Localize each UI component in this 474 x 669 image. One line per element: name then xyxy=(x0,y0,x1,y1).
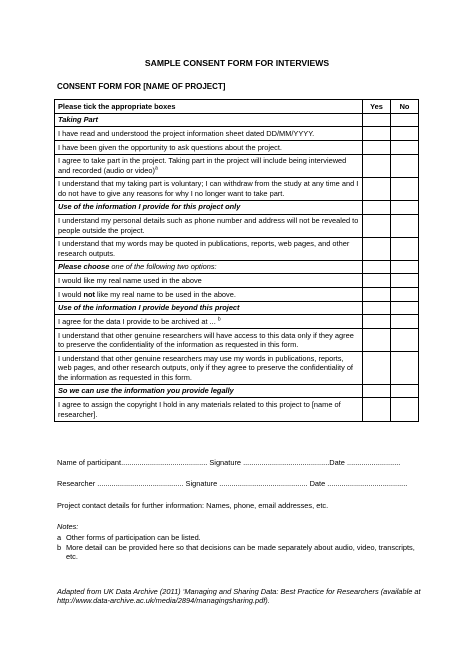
consent-table xyxy=(54,99,419,422)
note-text: More detail can be provided here so that decisions can be made separately about audio, video, transcripts, etc. xyxy=(66,543,415,562)
consent-row xyxy=(55,274,419,288)
consent-statement xyxy=(55,315,363,329)
consent-statement: I understand that my taking part is voluntary; I can withdraw from the study at any time and I do not have to give any reasons for why I no longer want to take part. xyxy=(55,177,363,200)
instruction-header: Please tick the appropriate boxes xyxy=(55,100,363,114)
section-row-use-this-project xyxy=(55,200,419,214)
consent-row xyxy=(55,398,419,421)
no-checkbox[interactable] xyxy=(391,214,419,237)
section-yes-cell xyxy=(363,260,391,274)
consent-row xyxy=(55,237,419,260)
consent-row xyxy=(55,315,419,329)
consent-row xyxy=(55,177,419,200)
no-column-header: No xyxy=(391,100,419,114)
note-marker: b xyxy=(57,543,62,552)
no-checkbox[interactable] xyxy=(391,154,419,177)
consent-statement xyxy=(55,288,363,302)
consent-row xyxy=(55,154,419,177)
consent-row xyxy=(55,352,419,385)
section-label: Use of the information I provide beyond this project xyxy=(55,301,363,315)
consent-statement: I understand that other genuine researchers will have access to this data only if they agree to preserve the confidentiality of the information as requested in this form. xyxy=(55,329,363,352)
note-text: Other forms of participation can be listed. xyxy=(66,533,201,542)
consent-statement xyxy=(55,154,363,177)
yes-checkbox[interactable] xyxy=(363,237,391,260)
yes-column-header: Yes xyxy=(363,100,391,114)
consent-row xyxy=(55,288,419,302)
no-checkbox[interactable] xyxy=(391,315,419,329)
section-no-cell xyxy=(391,113,419,127)
footnote-marker: a xyxy=(154,165,158,172)
consent-statement: I understand that my words may be quoted in publications, reports, web pages, and other research outputs. xyxy=(55,237,363,260)
yes-checkbox[interactable] xyxy=(363,214,391,237)
consent-statement: I agree to assign the copyright I hold in any materials related to this project to [name of researcher]. xyxy=(55,398,363,421)
section-yes-cell xyxy=(363,384,391,398)
section-yes-cell xyxy=(363,200,391,214)
no-checkbox[interactable] xyxy=(391,398,419,421)
consent-statement: I understand my personal details such as phone number and address will not be revealed to people outside the project. xyxy=(55,214,363,237)
section-label: Use of the information I provide for this project only xyxy=(55,200,363,214)
section-label xyxy=(55,260,363,274)
statement-emphasis: not xyxy=(83,289,95,299)
yes-checkbox[interactable] xyxy=(363,398,391,421)
consent-statement: I understand that other genuine researchers may use my words in publications, reports, web pages, and other research outputs, only if they agree to preserve the confidentiality of the information as requested in this form. xyxy=(55,352,363,385)
yes-checkbox[interactable] xyxy=(363,288,391,302)
no-checkbox[interactable] xyxy=(391,329,419,352)
section-row-beyond-project xyxy=(55,301,419,315)
footnote-marker: b xyxy=(217,316,221,323)
consent-row xyxy=(55,214,419,237)
document-title: SAMPLE CONSENT FORM FOR INTERVIEWS xyxy=(144,58,330,68)
consent-statement: I would like my real name used in the above xyxy=(55,274,363,288)
section-row-legal-use xyxy=(55,384,419,398)
note-b xyxy=(57,543,417,562)
yes-checkbox[interactable] xyxy=(363,274,391,288)
section-label: So we can use the information you provide legally xyxy=(55,384,363,398)
section-yes-cell xyxy=(363,113,391,127)
yes-checkbox[interactable] xyxy=(363,329,391,352)
consent-statement: I have been given the opportunity to ask questions about the project. xyxy=(55,140,363,154)
section-no-cell xyxy=(391,200,419,214)
no-checkbox[interactable] xyxy=(391,352,419,385)
statement-pre: I would xyxy=(58,289,84,299)
section-yes-cell xyxy=(363,301,391,315)
notes-label: Notes: xyxy=(57,522,79,531)
researcher-signature-line[interactable]: Researcher .......................................... Signature ........................................... Date ....................................... xyxy=(57,479,408,488)
consent-row xyxy=(55,140,419,154)
section-row-taking-part xyxy=(55,113,419,127)
yes-checkbox[interactable] xyxy=(363,315,391,329)
no-checkbox[interactable] xyxy=(391,237,419,260)
section-no-cell xyxy=(391,301,419,315)
form-subtitle: CONSENT FORM FOR [NAME OF PROJECT] xyxy=(57,82,226,91)
section-no-cell xyxy=(391,384,419,398)
section-no-cell xyxy=(391,260,419,274)
section-row-choose-option xyxy=(55,260,419,274)
section-label: Taking Part xyxy=(55,113,363,127)
yes-checkbox[interactable] xyxy=(363,154,391,177)
yes-checkbox[interactable] xyxy=(363,127,391,141)
no-checkbox[interactable] xyxy=(391,288,419,302)
consent-statement: I have read and understood the project information sheet dated DD/MM/YYYY. xyxy=(55,127,363,141)
note-marker: a xyxy=(57,533,62,542)
note-a xyxy=(57,533,417,542)
statement-post: like my real name to be used in the above. xyxy=(94,289,236,299)
yes-checkbox[interactable] xyxy=(363,177,391,200)
contact-details-text: Project contact details for further information: Names, phone, email addresses, etc. xyxy=(57,501,329,510)
consent-statement-text: I agree to take part in the project. Taking part in the project will include being interviewed and recorded (audio or video) xyxy=(58,156,347,175)
section-label-bold: Please choose xyxy=(58,262,110,272)
no-checkbox[interactable] xyxy=(391,274,419,288)
section-label-rest: one of the following two options: xyxy=(109,262,217,272)
participant-signature-line[interactable]: Name of participant.......................................... Signature ..........................................Date .......................... xyxy=(57,458,401,467)
table-header-row xyxy=(55,100,419,114)
no-checkbox[interactable] xyxy=(391,177,419,200)
no-checkbox[interactable] xyxy=(391,127,419,141)
yes-checkbox[interactable] xyxy=(363,140,391,154)
consent-statement-text: I agree for the data I provide to be archived at ... xyxy=(58,317,218,326)
no-checkbox[interactable] xyxy=(391,140,419,154)
consent-row xyxy=(55,127,419,141)
source-citation: Adapted from UK Data Archive (2011) ‘Managing and Sharing Data: Best Practice for Researchers (available at http://www.data-archive.ac.uk/media/2894/managingsharing.pdf). xyxy=(57,587,421,606)
yes-checkbox[interactable] xyxy=(363,352,391,385)
consent-row xyxy=(55,329,419,352)
